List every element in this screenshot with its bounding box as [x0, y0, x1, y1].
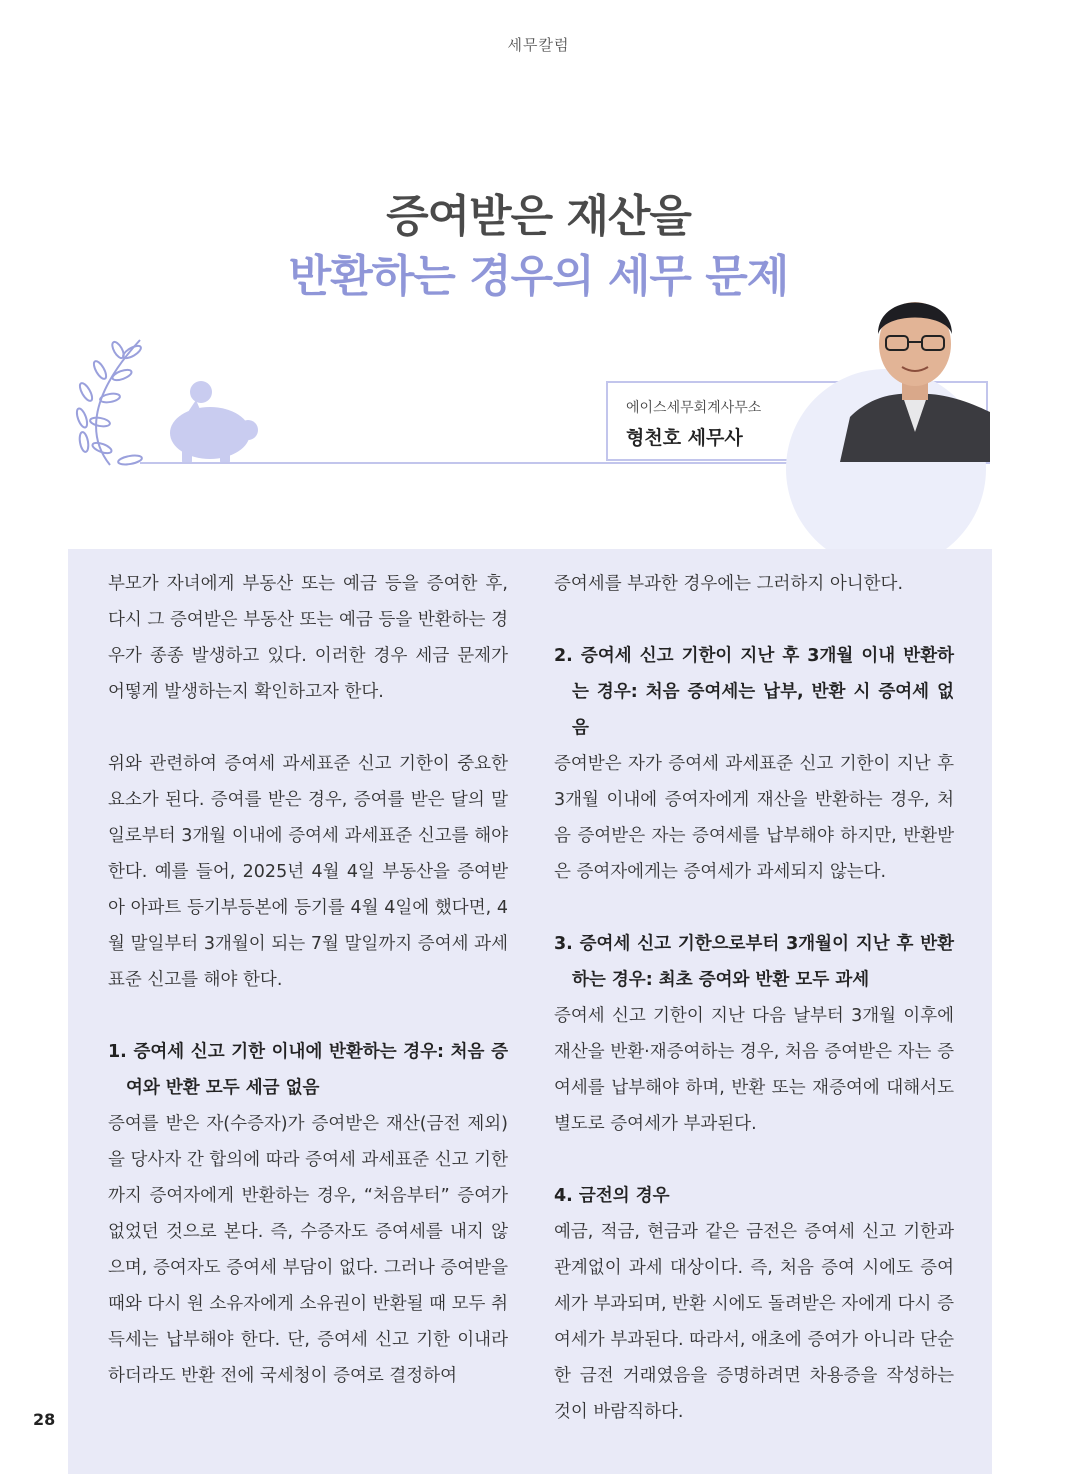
decoration [70, 330, 270, 470]
section-body-1: 증여를 받은 자(수증자)가 증여받은 재산(금전 제외)을 당사자 간 합의에 따라 증여세 과세표준 신고 기한까지 증여자에게 반환하는 경우, “처음부터” 증여가 없었던 것으로 본다. 즉, 수증자도 증여세를 내지 않으며, 증여자도 증여세 부담이 없다. 그러나 증여받을 때와 다시 원 소유자에게 소유권이 반환될 때 모두 취득세는 납부해야 한다. 단, 증여세 신고 기한 이내라 하더라도 반환 전에 국세청이 증여로 결정하여 [108, 1114, 508, 1386]
intro-paragraph: 부모가 자녀에게 부동산 또는 예금 등을 증여한 후, 다시 그 증여받은 부동산 또는 예금 등을 반환하는 경우가 종종 발생하고 있다. 이러한 경우 세금 문제가 어떻게 발생하는지 확인하고자 한다. [108, 574, 508, 702]
title-line-2: 반환하는 경우의 세무 문제 [288, 251, 789, 302]
piggy-bank-icon [170, 400, 258, 464]
section-body-3: 증여세 신고 기한이 지난 다음 날부터 3개월 이후에 재산을 반환·재증여하는 경우, 처음 증여받은 자는 증여세를 납부해야 하며, 반환 또는 재증여에 대해서도 별도로 증여세가 부과된다. [554, 1006, 954, 1134]
author-organization: 에이스세무회계사무소 [626, 400, 762, 416]
laurel-branch-icon [75, 340, 143, 466]
section-body-4: 예금, 적금, 현금과 같은 금전은 증여세 신고 기한과 관계없이 과세 대상이다. 즉, 처음 증여 시에도 증여세가 부과되며, 반환 시에도 돌려받은 자에게 다시 증여세가 부과된다. 따라서, 애초에 증여가 아니라 단순한 금전 거래였음을 증명하려면 차용증을 작성하는 것이 바람직하다. [554, 1222, 954, 1422]
article-column-right [554, 566, 954, 1430]
coin-icon [190, 381, 212, 403]
section-label: 세무칼럼 [507, 36, 570, 54]
context-paragraph: 위와 관련하여 증여세 과세표준 신고 기한이 중요한 요소가 된다. 증여를 받은 경우, 증여를 받은 달의 말일로부터 3개월 이내에 증여세 과세표준 신고를 해야 한다. 예를 들어, 2025년 4월 4일 부동산을 증여받아 아파트 등기부등본에 등기를 4월 4일에 했다면, 4월 말일부터 3개월이 되는 7월 말일까지 증여세 과세표준 신고를 해야 한다. [108, 754, 508, 990]
section-body-1-continued: 증여세를 부과한 경우에는 그러하지 아니한다. [554, 574, 904, 594]
section-heading-1: 1. 증여세 신고 기한 이내에 반환하는 경우: 처음 증여와 반환 모두 세금 없음 [108, 1042, 508, 1098]
section-heading-4: 4. 금전의 경우 [554, 1186, 670, 1206]
section-body-2: 증여받은 자가 증여세 과세표준 신고 기한이 지난 후 3개월 이내에 증여자에게 재산을 반환하는 경우, 처음 증여받은 자는 증여세를 납부해야 하지만, 반환받은 증여자에게는 증여세가 과세되지 않는다. [554, 754, 954, 882]
title-line-1: 증여받은 재산을 [386, 191, 691, 242]
section-heading-2: 2. 증여세 신고 기한이 지난 후 3개월 이내 반환하는 경우: 처음 증여세는 납부, 반환 시 증여세 없음 [554, 646, 954, 738]
author-photo [840, 282, 990, 462]
page-number: 28 [33, 1410, 56, 1429]
section-heading-3: 3. 증여세 신고 기한으로부터 3개월이 지난 후 반환하는 경우: 최초 증여와 반환 모두 과세 [554, 934, 954, 990]
article-column-left [108, 566, 508, 1394]
author-name: 형천호 세무사 [626, 427, 743, 449]
